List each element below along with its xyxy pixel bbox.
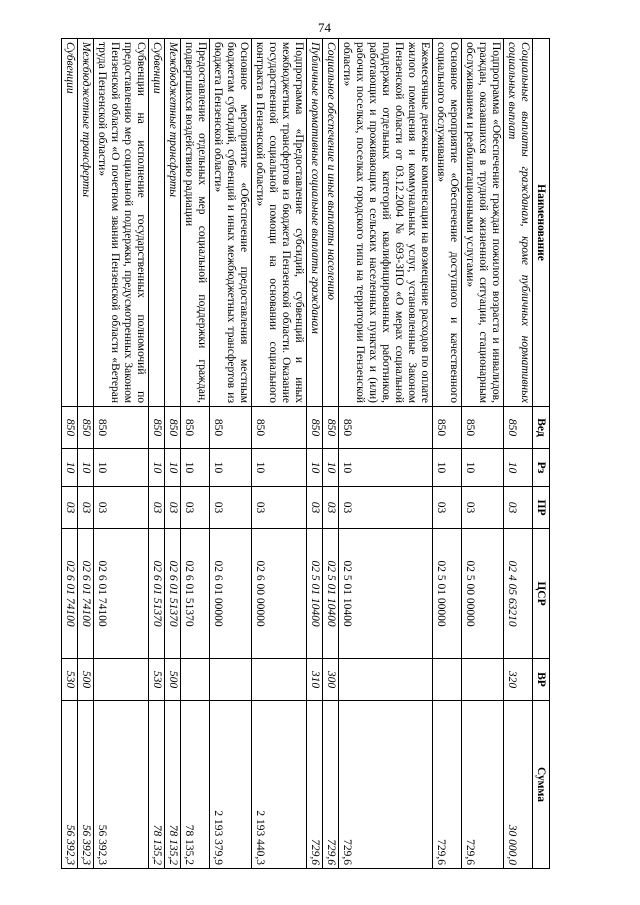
cell-ved: 850 xyxy=(94,407,149,449)
cell-pr: 03 xyxy=(165,487,181,529)
cell-vr xyxy=(433,659,462,701)
cell-ved: 850 xyxy=(62,407,78,449)
cell-pr: 03 xyxy=(210,487,252,529)
cell-ved: 850 xyxy=(504,407,533,449)
cell-name: Социальные выплаты гражданам, кроме публичных нормативных социальных выплат xyxy=(504,39,533,407)
cell-csr: 02 6 01 51370 xyxy=(165,529,181,659)
cell-sum: 56 392,3 xyxy=(78,701,94,869)
cell-csr: 02 6 01 51370 xyxy=(181,529,210,659)
table-row xyxy=(181,39,210,869)
cell-vr xyxy=(94,659,149,701)
cell-rz: 10 xyxy=(252,449,307,487)
table-row xyxy=(62,39,78,869)
cell-pr: 03 xyxy=(181,487,210,529)
cell-rz: 10 xyxy=(165,449,181,487)
cell-pr: 03 xyxy=(433,487,462,529)
cell-sum: 729,6 xyxy=(323,701,339,869)
cell-csr: 02 4 05 63210 xyxy=(504,529,533,659)
page-number: 74 xyxy=(318,20,331,35)
cell-ved: 850 xyxy=(78,407,94,449)
cell-sum: 56 392,3 xyxy=(62,701,78,869)
cell-csr: 02 6 01 74100 xyxy=(94,529,149,659)
table-row xyxy=(339,39,433,869)
table-row xyxy=(252,39,307,869)
header-ved: Вед xyxy=(533,407,550,449)
cell-sum: 729,6 xyxy=(339,701,433,869)
cell-pr: 03 xyxy=(462,487,504,529)
cell-name: Социальное обеспечение и иные выплаты населению xyxy=(323,39,339,407)
cell-name: Предоставление отдельных мер социальной поддержки граждан, подвергшихся воздействию радиации xyxy=(181,39,210,407)
cell-vr: 500 xyxy=(165,659,181,701)
cell-ved: 850 xyxy=(433,407,462,449)
cell-sum: 729,6 xyxy=(462,701,504,869)
cell-csr: 02 5 00 00000 xyxy=(462,529,504,659)
table-row xyxy=(504,39,533,869)
cell-csr: 02 6 00 00000 xyxy=(252,529,307,659)
cell-rz: 10 xyxy=(504,449,533,487)
cell-csr: 02 6 01 74100 xyxy=(62,529,78,659)
rotated-page-content xyxy=(64,38,550,868)
cell-vr xyxy=(181,659,210,701)
cell-vr xyxy=(339,659,433,701)
cell-pr: 03 xyxy=(339,487,433,529)
cell-vr: 530 xyxy=(62,659,78,701)
cell-name: Субвенции на исполнение государственных полномочий по предоставлению мер социальной поддержки, предусмотренных Законом Пензенской области «О почетном звании Пензенской области «Ветеран труда Пензенской области» xyxy=(94,39,149,407)
cell-rz: 10 xyxy=(307,449,323,487)
cell-rz: 10 xyxy=(339,449,433,487)
cell-name: Подпрограмма «Обеспечение граждан пожилого возраста и инвалидов, граждан, оказавшихся в трудной жизненной ситуации, стационарным обслуживанием и реабилитационными услугами» xyxy=(462,39,504,407)
cell-sum: 56 392,3 xyxy=(94,701,149,869)
cell-csr: 02 6 01 74100 xyxy=(78,529,94,659)
cell-pr: 03 xyxy=(252,487,307,529)
cell-name: Субвенции xyxy=(62,39,78,407)
cell-name: Субвенции xyxy=(149,39,165,407)
cell-sum: 2 193 440,3 xyxy=(252,701,307,869)
cell-ved: 850 xyxy=(462,407,504,449)
cell-ved: 850 xyxy=(339,407,433,449)
cell-ved: 850 xyxy=(181,407,210,449)
cell-csr: 02 6 01 00000 xyxy=(210,529,252,659)
cell-csr: 02 5 01 10400 xyxy=(323,529,339,659)
cell-ved: 850 xyxy=(323,407,339,449)
cell-sum: 729,6 xyxy=(307,701,323,869)
cell-sum: 30 000,0 xyxy=(504,701,533,869)
cell-sum: 78 135,2 xyxy=(149,701,165,869)
cell-ved: 850 xyxy=(149,407,165,449)
cell-rz: 10 xyxy=(433,449,462,487)
cell-name: Межбюджетные трансферты xyxy=(78,39,94,407)
header-sum: Сумма xyxy=(533,701,550,869)
cell-pr: 03 xyxy=(504,487,533,529)
cell-ved: 850 xyxy=(307,407,323,449)
cell-csr: 02 6 01 51370 xyxy=(149,529,165,659)
cell-sum: 2 193 379,9 xyxy=(210,701,252,869)
cell-vr xyxy=(252,659,307,701)
cell-rz: 10 xyxy=(210,449,252,487)
cell-sum: 78 135,2 xyxy=(181,701,210,869)
header-pr: ПР xyxy=(533,487,550,529)
cell-sum: 729,6 xyxy=(433,701,462,869)
header-vr: ВР xyxy=(533,659,550,701)
table-row xyxy=(94,39,149,869)
table-row xyxy=(462,39,504,869)
cell-vr: 300 xyxy=(323,659,339,701)
cell-vr: 500 xyxy=(78,659,94,701)
cell-name: Основное мероприятие «Обеспечение предоставления местным бюджетам субсидий, субвенций и иных межбюджетных трансфертов из бюджета Пензенской области» xyxy=(210,39,252,407)
cell-vr xyxy=(210,659,252,701)
table-body xyxy=(62,39,533,869)
cell-rz: 10 xyxy=(181,449,210,487)
cell-rz: 10 xyxy=(78,449,94,487)
table-row xyxy=(165,39,181,869)
cell-sum: 78 135,2 xyxy=(165,701,181,869)
table-row xyxy=(210,39,252,869)
table-row xyxy=(78,39,94,869)
cell-ved: 850 xyxy=(210,407,252,449)
cell-vr: 530 xyxy=(149,659,165,701)
cell-vr: 310 xyxy=(307,659,323,701)
cell-name: Ежемесячные денежные компенсации на возмещение расходов по оплате жилого помещения и коммунальных услуг, установленные Законом Пензенской области от 03.12.2004 № 693-ЗПО «О мерах социальной поддержки отдельных категорий квалифицированных работников, работающих и проживающих в сельских населенных пунктах и (или) рабочих поселках, поселках городского типа на территории Пензенской области» xyxy=(339,39,433,407)
cell-pr: 03 xyxy=(323,487,339,529)
cell-csr: 02 5 01 00000 xyxy=(433,529,462,659)
cell-name: Межбюджетные трансферты xyxy=(165,39,181,407)
cell-rz: 10 xyxy=(94,449,149,487)
table-header-row xyxy=(533,39,550,869)
cell-name: Публичные нормативные социальные выплаты гражданам xyxy=(307,39,323,407)
cell-vr: 320 xyxy=(504,659,533,701)
header-rz: Рз xyxy=(533,449,550,487)
cell-csr: 02 5 01 10400 xyxy=(307,529,323,659)
cell-pr: 03 xyxy=(78,487,94,529)
cell-csr: 02 5 01 10400 xyxy=(339,529,433,659)
table-row xyxy=(307,39,323,869)
cell-name: Подпрограмма «Предоставление субсидий, субвенций и иных межбюджетных трансфертов из бюджета Пензенской области. Оказание государственной социальной помощи на основании социального контракта в Пензенской области» xyxy=(252,39,307,407)
cell-rz: 10 xyxy=(323,449,339,487)
cell-pr: 03 xyxy=(94,487,149,529)
cell-ved: 850 xyxy=(252,407,307,449)
cell-pr: 03 xyxy=(62,487,78,529)
cell-pr: 03 xyxy=(149,487,165,529)
header-csr: ЦСР xyxy=(533,529,550,659)
cell-ved: 850 xyxy=(165,407,181,449)
table-row xyxy=(433,39,462,869)
cell-vr xyxy=(462,659,504,701)
cell-pr: 03 xyxy=(307,487,323,529)
cell-rz: 10 xyxy=(462,449,504,487)
budget-table xyxy=(61,38,550,869)
cell-rz: 10 xyxy=(62,449,78,487)
cell-name: Основное мероприятие «Обеспечение доступного и качественного социального обслуживания» xyxy=(433,39,462,407)
header-name: Наименование xyxy=(533,39,550,407)
table-row xyxy=(323,39,339,869)
cell-rz: 10 xyxy=(149,449,165,487)
table-row xyxy=(149,39,165,869)
